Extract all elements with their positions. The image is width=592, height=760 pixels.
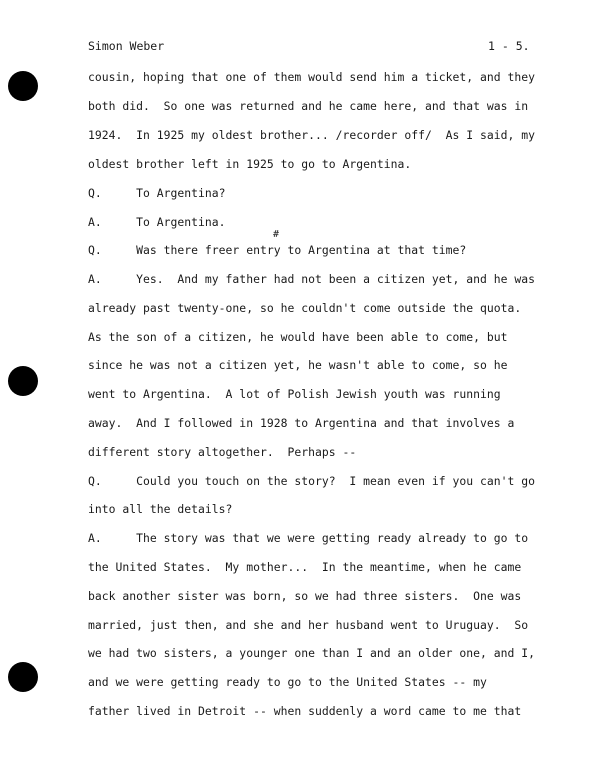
text-line: already past twenty-one, so he couldn't come outside the quota. bbox=[88, 301, 522, 315]
text-line: away. And I followed in 1928 to Argentina and that involves a bbox=[88, 416, 515, 430]
handwritten-insert-mark: # bbox=[273, 229, 280, 240]
punch-hole-top bbox=[8, 71, 38, 101]
text-line: we had two sisters, a younger one than I and an older one, and I, bbox=[88, 646, 536, 660]
qa-line: A. The story was that we were getting ready already to go to bbox=[88, 531, 529, 545]
qa-line: A. To Argentina. bbox=[88, 215, 226, 229]
text-line: both did. So one was returned and he came here, and that was in bbox=[88, 99, 529, 113]
text-line: the United States. My mother... In the meantime, when he came bbox=[88, 560, 522, 574]
text-line: As the son of a citizen, he would have been able to come, but bbox=[88, 330, 508, 344]
text-line: back another sister was born, so we had three sisters. One was bbox=[88, 589, 522, 603]
text-line: went to Argentina. A lot of Polish Jewish youth was running bbox=[88, 387, 501, 401]
page-number: 1 - 5. bbox=[488, 39, 530, 53]
qa-line: Q. Was there freer entry to Argentina at that time? bbox=[88, 243, 467, 257]
punch-hole-bottom bbox=[8, 662, 38, 692]
punch-hole-middle bbox=[8, 366, 38, 396]
text-line: oldest brother left in 1925 to go to Argentina. bbox=[88, 157, 412, 171]
text-line: into all the details? bbox=[88, 502, 233, 516]
interviewee-name: Simon Weber bbox=[88, 39, 165, 53]
text-line: since he was not a citizen yet, he wasn't able to come, so he bbox=[88, 358, 508, 372]
text-line: 1924. In 1925 my oldest brother... /recorder off/ As I said, my bbox=[88, 128, 536, 142]
text-line: different story altogether. Perhaps -- bbox=[88, 445, 357, 459]
text-line: married, just then, and she and her husband went to Uruguay. So bbox=[88, 618, 529, 632]
qa-line: Q. Could you touch on the story? I mean even if you can't go bbox=[88, 474, 536, 488]
qa-line: Q. To Argentina? bbox=[88, 186, 226, 200]
qa-line: A. Yes. And my father had not been a citizen yet, and he was bbox=[88, 272, 536, 286]
text-line: and we were getting ready to go to the United States -- my bbox=[88, 675, 487, 689]
text-line: father lived in Detroit -- when suddenly a word came to me that bbox=[88, 704, 522, 718]
text-line: cousin, hoping that one of them would send him a ticket, and they bbox=[88, 70, 536, 84]
